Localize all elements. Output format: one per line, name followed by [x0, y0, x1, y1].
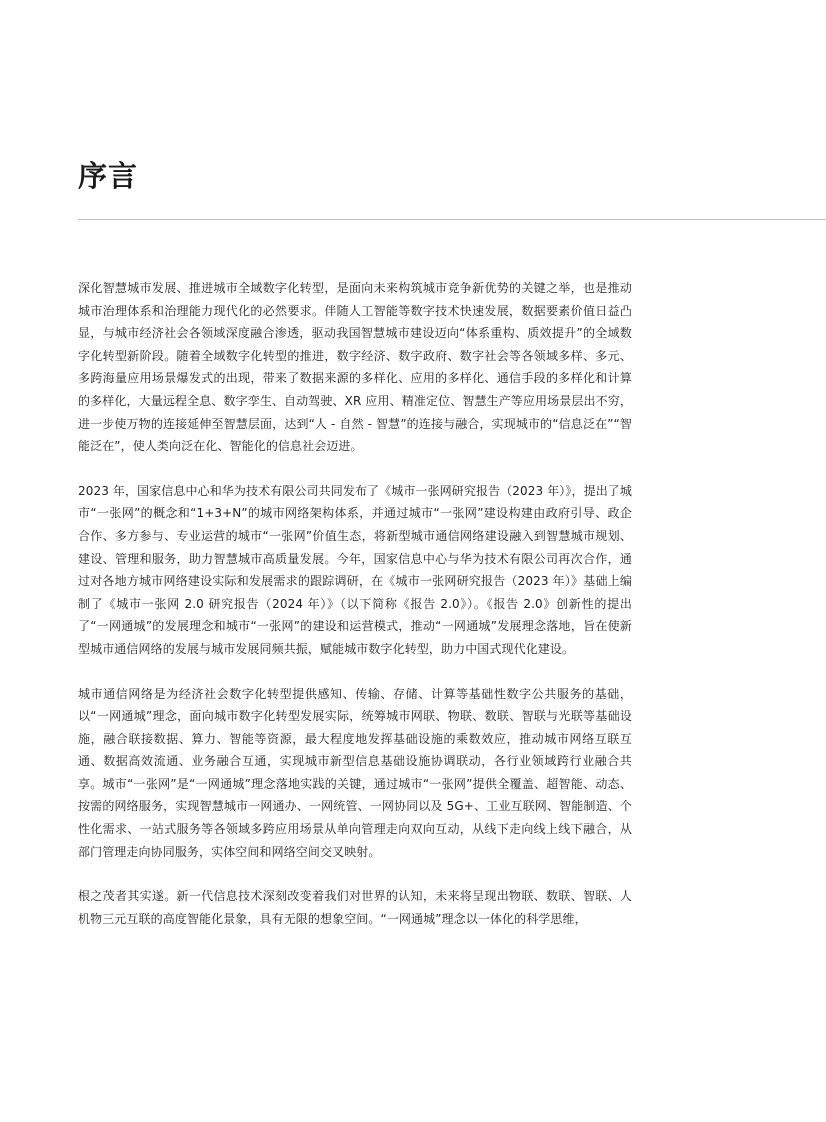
- body-text: [78, 277, 632, 952]
- page-title: 序言: [78, 159, 139, 193]
- paragraph-2: 2023 年，国家信息中心和华为技术有限公司共同发布了《城市一张网研究报告（2023 年）》，提出了城市“一张网”的概念和“1+3+N”的城市网络架构体系，并通过城市“一张网”建设构建由政府引导、政企合作、多方参与、专业运营的城市“一张网”价值生态，将新型城市通信网络建设融入到智慧城市规划、建设、管理和服务，助力智慧城市高质量发展。今年，国家信息中心与华为技术有限公司再次合作，通过对各地方城市网络建设实际和发展需求的跟踪调研，在《城市一张网研究报告（2023 年）》基础上编制了《城市一张网 2.0 研究报告（2024 年）》（以下简称《报告 2.0》）。《报告 2.0》创新性的提出了“一网通城”的发展理念和城市“一张网”的建设和运营模式，推动“一网通城”发展理念落地，旨在使新型城市通信网络的发展与城市发展同频共振，赋能城市数字化转型，助力中国式现代化建设。: [78, 483, 632, 656]
- paragraph-4: 根之茂者其实遂。新一代信息技术深刻改变着我们对世界的认知，未来将呈现出物联、数联、智联、人机物三元互联的高度智能化景象，具有无限的想象空间。“一网通城”理念以一体化的科学思维，: [78, 889, 632, 926]
- paragraph-1: 深化智慧城市发展、推进城市全域数字化转型，是面向未来构筑城市竞争新优势的关键之举，也是推动城市治理体系和治理能力现代化的必然要求。伴随人工智能等数字技术快速发展，数据要素价值日益凸显，与城市经济社会各领域深度融合渗透，驱动我国智慧城市建设迈向“体系重构、质效提升”的全域数字化转型新阶段。随着全域数字化转型的推进，数字经济、数字政府、数字社会等各领域多样、多元、多跨海量应用场景爆发式的出现，带来了数据来源的多样化、应用的多样化、通信手段的多样化和计算的多样化，大量远程全息、数字孪生、自动驾驶、XR 应用、精准定位、智慧生产等应用场景层出不穷，进一步使万物的连接延伸至智慧层面，达到“人 - 自然 - 智慧”的连接与融合，实现城市的“信息泛在”“智能泛在”，使人类向泛在化、智能化的信息社会迈进。: [78, 281, 632, 454]
- title-divider: [78, 219, 826, 220]
- paragraph-3: 城市通信网络是为经济社会数字化转型提供感知、传输、存储、计算等基础性数字公共服务的基础，以“一网通城”理念，面向城市数字化转型发展实际，统筹城市网联、物联、数联、智联与光联等基础设施，融合联接数据、算力、智能等资源，最大程度地发挥基础设施的乘数效应，推动城市网络互联互通、数据高效流通、业务融合互通，实现城市新型信息基础设施协调联动，各行业领域跨行业融合共享。城市“一张网”是“一网通城”理念落地实践的关键，通过城市“一张网”提供全覆盖、超智能、动态、按需的网络服务，实现智慧城市一网通办、一网统管、一网协同以及 5G+、工业互联网、智能制造、个性化需求、一站式服务等各领域多跨应用场景从单向管理走向双向互动，从线下走向线上线下融合，从部门管理走向协同服务，实体空间和网络空间交叉映射。: [78, 686, 632, 859]
